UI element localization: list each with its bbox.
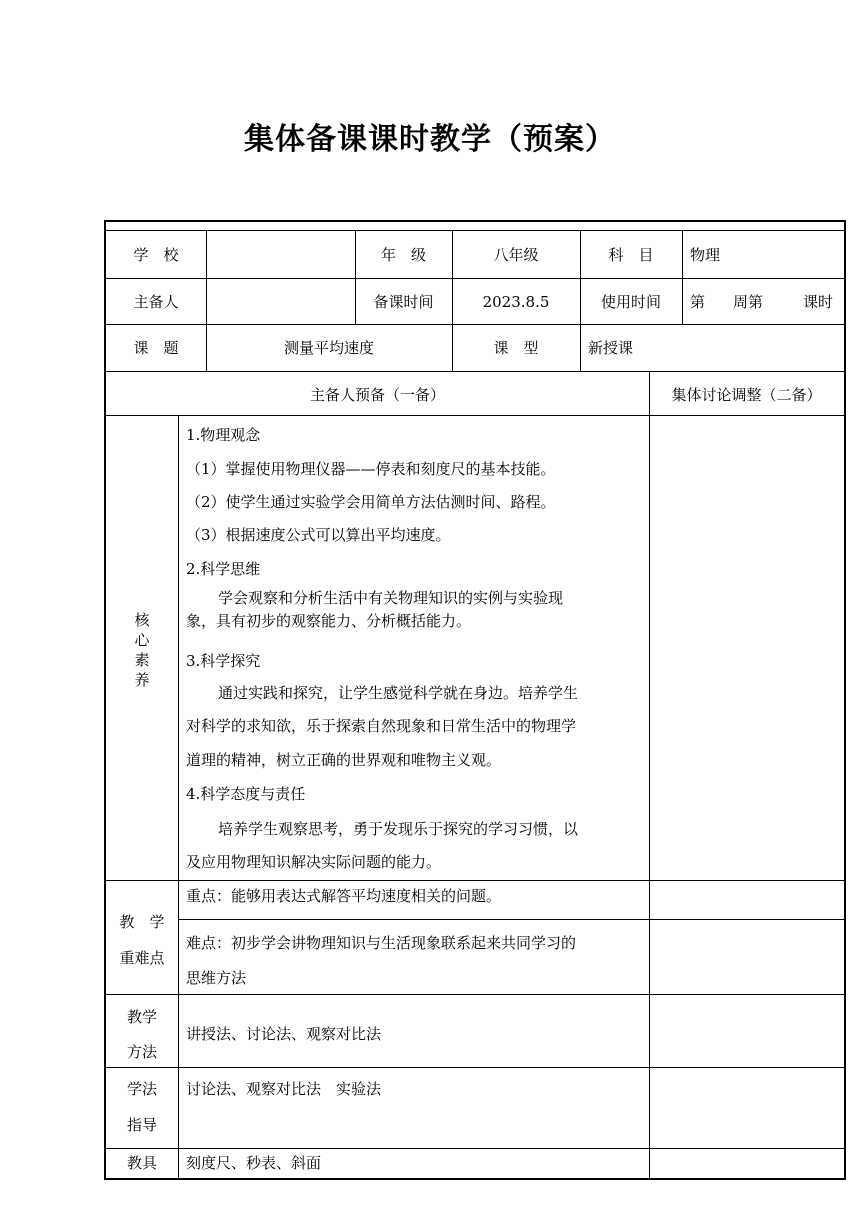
core-line: 培养学生观察思考，勇于发现乐于探究的学习习惯，以 — [218, 820, 579, 838]
methods-label-1: 教学 — [126, 1008, 157, 1026]
use-time-week: 第 — [690, 293, 706, 311]
prep-time-value: 2023.8.5 — [482, 293, 550, 311]
subject-label: 科 目 — [608, 246, 654, 264]
difficult-point: 难点：初步学会讲物理知识与生活现象联系起来共同学习的 — [186, 934, 577, 952]
type-value: 新授课 — [588, 339, 634, 357]
core-line: 通过实践和探究，让学生感觉科学就在身边。培养学生 — [218, 684, 579, 702]
key-points-label-2: 重难点 — [119, 949, 165, 967]
row-divider — [106, 1067, 844, 1068]
core-line: 及应用物理知识解决实际问题的能力。 — [186, 853, 442, 871]
topic-value: 测量平均速度 — [283, 339, 374, 357]
row-divider — [106, 1148, 844, 1149]
school-label: 学 校 — [133, 246, 179, 264]
guidance-label-1: 学法 — [126, 1080, 157, 1098]
first-prep-header: 主备人预备（一备） — [309, 386, 445, 404]
key-point: 重点：能够用表达式解答平均速度相关的问题。 — [186, 887, 502, 905]
grade-label: 年 级 — [380, 246, 426, 264]
row-divider — [178, 919, 844, 920]
use-time-period: 课时 — [803, 293, 834, 311]
core-line: 3.科学探究 — [186, 652, 261, 670]
page-title: 集体备课课时教学（预案） — [244, 122, 616, 157]
tools-value: 刻度尺、秒表、斜面 — [186, 1154, 322, 1172]
row-divider — [106, 230, 844, 231]
type-label: 课 型 — [493, 339, 539, 357]
core-line: 1.物理观念 — [186, 426, 261, 444]
row-divider — [106, 324, 844, 325]
tools-label: 教具 — [126, 1154, 157, 1172]
use-time-label: 使用时间 — [600, 293, 661, 311]
row-divider — [106, 371, 844, 372]
core-line: 象，具有初步的观察能力、分析概括能力。 — [186, 612, 472, 630]
core-line: （1）掌握使用物理仪器——停表和刻度尺的基本技能。 — [186, 460, 556, 478]
core-literacy-label: 核 心 素 养 — [134, 611, 150, 689]
row-divider — [106, 415, 844, 416]
subject-value: 物理 — [690, 246, 721, 264]
topic-label: 课 题 — [133, 339, 179, 357]
col-divider — [178, 415, 179, 1180]
methods-value: 讲授法、讨论法、观察对比法 — [186, 1025, 382, 1043]
core-line: 学会观察和分析生活中有关物理知识的实例与实验现 — [218, 589, 564, 607]
row-divider — [106, 880, 844, 881]
core-line: 对科学的求知欲，乐于探索自然现象和日常生活中的物理学 — [186, 717, 577, 735]
preparer-label: 主备人 — [133, 293, 179, 311]
grade-value: 八年级 — [493, 246, 539, 264]
guidance-value: 讨论法、观察对比法 实验法 — [186, 1080, 382, 1098]
lesson-plan-table — [104, 220, 846, 1180]
key-points-label-1: 教 学 — [119, 913, 165, 931]
use-time-week-suffix: 周第 — [733, 293, 764, 311]
second-prep-header: 集体讨论调整（二备） — [671, 386, 822, 404]
col-divider — [682, 230, 683, 325]
core-line: 2.科学思维 — [186, 560, 261, 578]
core-line: 道理的精神，树立正确的世界观和唯物主义观。 — [186, 751, 502, 769]
prep-time-label: 备课时间 — [373, 293, 434, 311]
core-line: （2）使学生通过实验学会用简单方法估测时间、路程。 — [186, 493, 556, 511]
core-line: （3）根据速度公式可以算出平均速度。 — [186, 526, 451, 544]
col-divider — [649, 371, 650, 1180]
row-divider — [106, 994, 844, 995]
guidance-label-2: 指导 — [126, 1116, 157, 1134]
core-line: 4.科学态度与责任 — [186, 785, 306, 803]
row-divider — [106, 278, 844, 279]
methods-label-2: 方法 — [126, 1043, 157, 1061]
difficult-point-cont: 思维方法 — [186, 969, 247, 987]
